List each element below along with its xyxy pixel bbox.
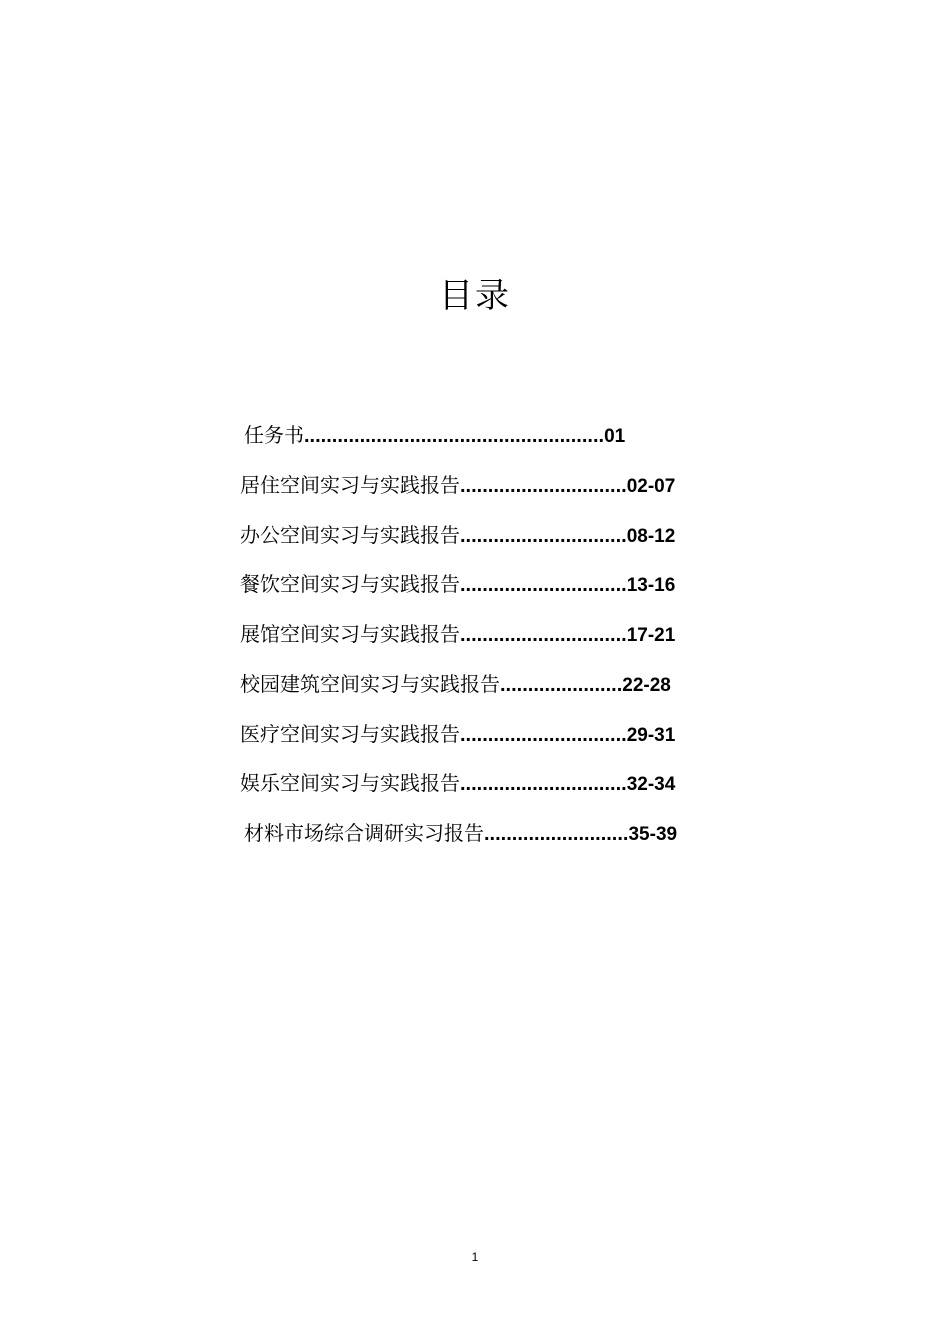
toc-entry-title: 医疗空间实习与实践报告 xyxy=(240,722,460,746)
toc-entry[interactable] xyxy=(240,470,675,500)
toc-entry-leader: .............................. xyxy=(460,773,627,795)
toc-entry-pages: 01 xyxy=(604,426,626,447)
toc-entry-pages: 35-39 xyxy=(628,824,678,845)
toc-entry-title: 校园建筑空间实习与实践报告 xyxy=(240,672,500,696)
toc-entry-pages: 02-07 xyxy=(626,476,676,497)
toc-entry-title: 居住空间实习与实践报告 xyxy=(240,473,460,497)
toc-entry-leader: ...................................................... xyxy=(304,425,605,447)
toc-entry[interactable] xyxy=(244,818,677,848)
toc-entry[interactable] xyxy=(244,420,625,450)
toc-entry[interactable] xyxy=(240,520,675,550)
page-number: 1 xyxy=(471,1250,479,1264)
toc-entry-pages: 22-28 xyxy=(622,675,671,696)
toc-entry-title: 展馆空间实习与实践报告 xyxy=(240,622,460,646)
toc-entry-pages: 13-16 xyxy=(626,575,676,596)
toc-entry-leader: .............................. xyxy=(460,574,627,596)
toc-entry[interactable] xyxy=(240,719,675,749)
toc-entry-leader: .............................. xyxy=(460,525,627,547)
toc-entry[interactable] xyxy=(240,569,675,599)
toc-entry-pages: 32-34 xyxy=(626,774,676,795)
toc-entry-leader: .............................. xyxy=(460,624,627,646)
toc-entry-pages: 08-12 xyxy=(626,526,676,547)
toc-entry-title: 办公空间实习与实践报告 xyxy=(240,523,460,547)
toc-entry-title: 娱乐空间实习与实践报告 xyxy=(240,771,460,795)
toc-entry[interactable] xyxy=(240,768,675,798)
page-title: 目录 xyxy=(439,275,511,316)
toc-entry-title: 餐饮空间实习与实践报告 xyxy=(240,572,460,596)
toc-entry-leader: .......................... xyxy=(484,823,629,845)
toc-entry-leader: ...................... xyxy=(500,674,623,696)
toc-entry-pages: 17-21 xyxy=(626,625,676,646)
toc-entry-leader: .............................. xyxy=(460,475,627,497)
toc-entry-title: 材料市场综合调研实习报告 xyxy=(244,821,484,845)
toc-entry-title: 任务书 xyxy=(244,423,304,447)
toc-entry[interactable] xyxy=(240,619,675,649)
toc-entry-pages: 29-31 xyxy=(626,725,676,746)
toc-entry[interactable] xyxy=(240,669,671,699)
toc-entry-leader: .............................. xyxy=(460,724,627,746)
